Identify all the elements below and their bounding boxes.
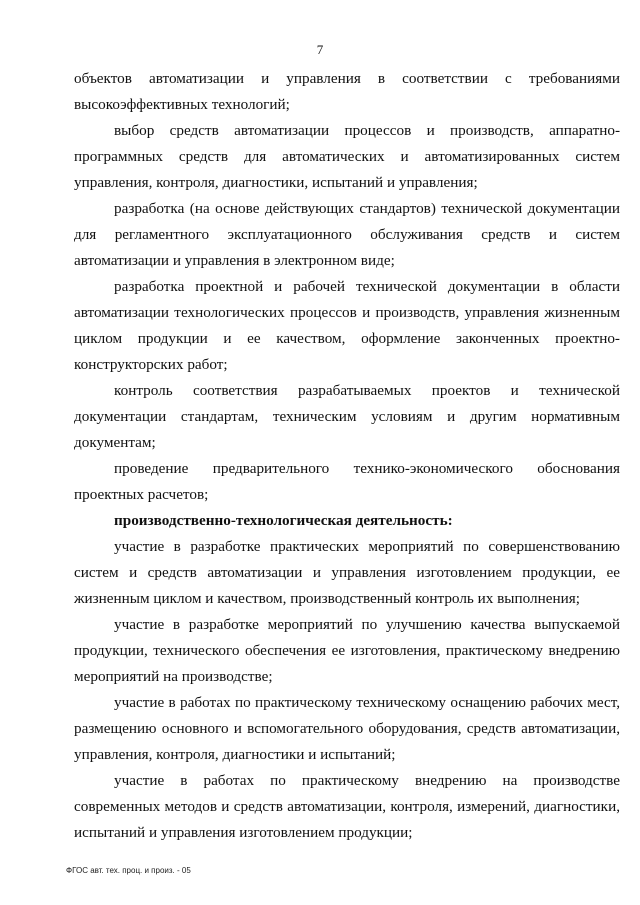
paragraph: контроль соответствия разрабатываемых проектов и технической документации стандартам, техническим условиям и другим нормативным документам; xyxy=(74,382,620,451)
paragraph: участие в разработке практических мероприятий по совершенствованию систем и средств автоматизации и управления изготовлением продукции, ее жизненным циклом и качеством, производственный контроль их выполнения; xyxy=(74,538,620,607)
paragraph: объектов автоматизации и управления в соответствии с требованиями высокоэффективных технологий; xyxy=(74,70,620,113)
paragraph: разработка (на основе действующих стандартов) технической документации для регламентного эксплуатационного обслуживания средств и систем автоматизации и управления в электронном виде; xyxy=(74,200,620,269)
section-heading: производственно-технологическая деятельность: xyxy=(114,512,453,529)
document-body xyxy=(74,66,620,846)
footer-note: ФГОС авт. тех. проц. и произ. - 05 xyxy=(66,866,191,875)
paragraph: участие в работах по практическому техническому оснащению рабочих мест, размещению основного и вспомогательного оборудования, средств автоматизации, управления, контроля, диагностики и испытаний; xyxy=(74,694,620,763)
paragraph: разработка проектной и рабочей технической документации в области автоматизации технологических процессов и производств, управления жизненным циклом продукции и ее качеством, оформление законченных проектно-конструкторских работ; xyxy=(74,278,620,373)
page-number: 7 xyxy=(316,42,324,57)
paragraph: проведение предварительного технико-экономического обоснования проектных расчетов; xyxy=(74,460,620,503)
paragraph: участие в разработке мероприятий по улучшению качества выпускаемой продукции, технического обеспечения ее изготовления, практическому внедрению мероприятий на производстве; xyxy=(74,616,620,685)
paragraph: участие в работах по практическому внедрению на производстве современных методов и средств автоматизации, контроля, измерений, диагностики, испытаний и управления изготовлением продукции; xyxy=(74,772,620,841)
paragraph: выбор средств автоматизации процессов и производств, аппаратно-программных средств для автоматических и автоматизированных систем управления, контроля, диагностики, испытаний и управления; xyxy=(74,122,620,191)
